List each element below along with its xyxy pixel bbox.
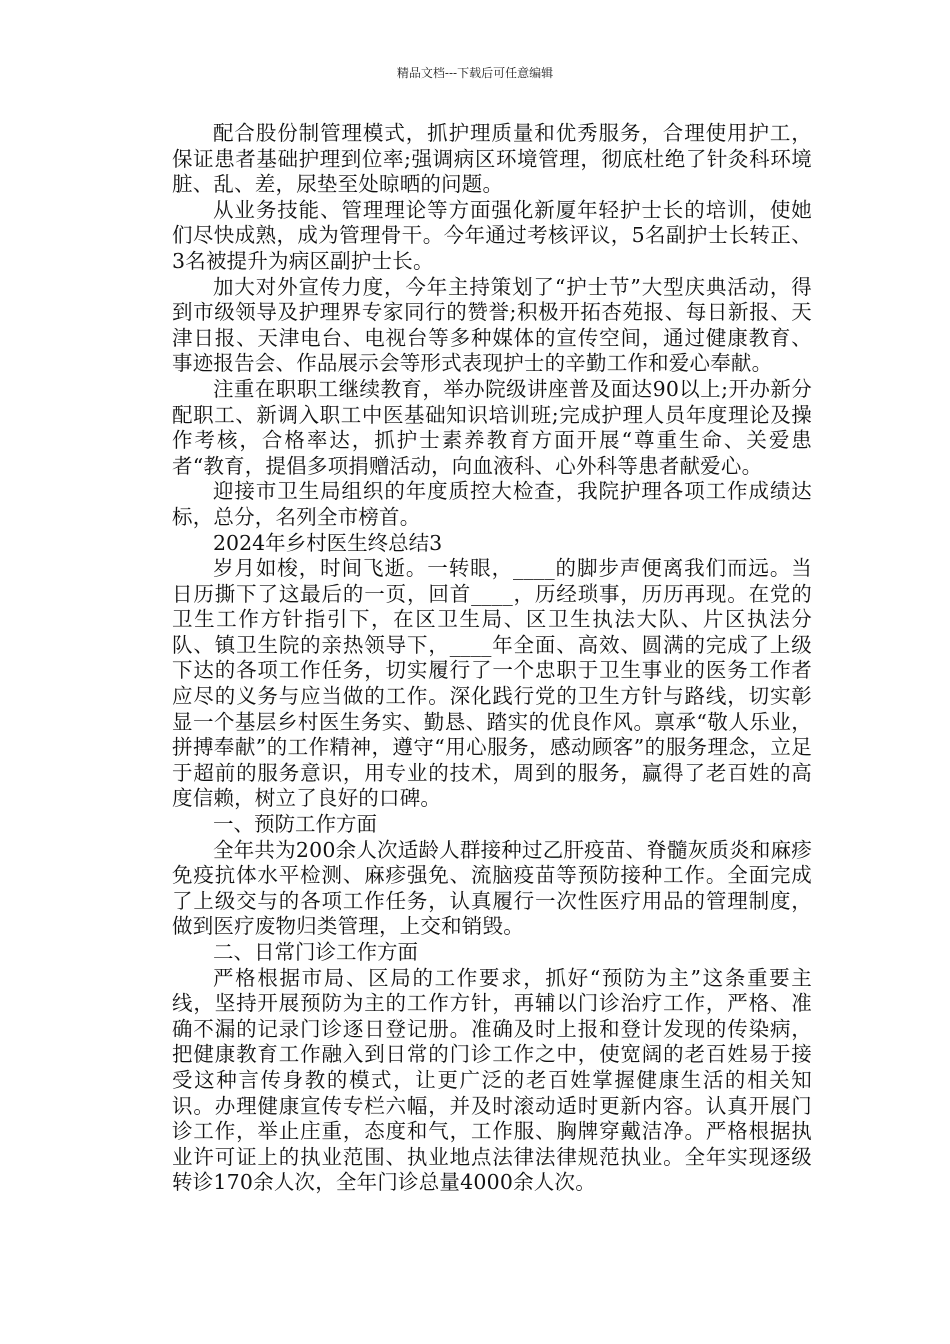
paragraph: 全年共为200余人次适龄人群接种过乙肝疫苗、脊髓灰质炎和麻疹免疫抗体水平检测、麻疹强免、流脑疫苗等预防接种工作。全面完成了上级交与的各项工作任务，认真履行一次性医疗用品的管理制度，做到医疗废物归类管理，上交和销毁。: [172, 837, 812, 939]
paragraph: 加大对外宣传力度，今年主持策划了“护士节”大型庆典活动，得到市级领导及护理界专家同行的赞誉;积极开拓杏苑报、每日新报、天津日报、天津电台、电视台等多种媒体的宣传空间，通过健康教育、事迹报告会、作品展示会等形式表现护士的辛勤工作和爱心奉献。: [172, 274, 812, 376]
paragraph: 注重在职职工继续教育，举办院级讲座普及面达90以上;开办新分配职工、新调入职工中医基础知识培训班;完成护理人员年度理论及操作考核，合格率达，抓护士素养教育方面开展“尊重生命、关爱患者“教育，提倡多项捐赠活动，向血液科、心外科等患者献爱心。: [172, 376, 812, 478]
page-header: 精品文档---下载后可任意编辑: [396, 66, 554, 80]
section-title: 2024年乡村医生终总结3: [213, 530, 443, 555]
paragraph: 迎接市卫生局组织的年度质控大检查，我院护理各项工作成绩达标，总分，名列全市榜首。: [172, 479, 812, 529]
paragraph: 从业务技能、管理理论等方面强化新厦年轻护士长的培训，使她们尽快成熟，成为管理骨干。今年通过考核评议，5名副护士长转正、3名被提升为病区副护士长。: [172, 197, 812, 273]
section-heading: 一、预防工作方面: [213, 812, 377, 837]
paragraph: 配合股份制管理模式，抓护理质量和优秀服务，合理使用护工，保证患者基础护理到位率;强调病区环境管理，彻底杜绝了针灸科环境脏、乱、差，尿垫至处晾晒的问题。: [172, 121, 812, 197]
section-heading: 二、日常门诊工作方面: [213, 940, 418, 964]
paragraph: 严格根据市局、区局的工作要求，抓好“预防为主”这条重要主线，坚持开展预防为主的工作方针，再辅以门诊治疗工作，严格、准确不漏的记录门诊逐日登记册。准确及时上报和登计发现的传染病，把健康教育工作融入到日常的门诊工作之中，使宽阔的老百姓易于接受这种言传身教的模式，让更广泛的老百姓掌握健康生活的相关知识。办理健康宣传专栏六幅，并及时滚动适时更新内容。认真开展门诊工作，举止庄重，态度和气，工作服、胸牌穿戴洁净。严格根据执业许可证上的执业范围、执业地点法律法律规范执业。全年实现逐级转诊170余人次，全年门诊总量4000余人次。: [172, 965, 812, 1195]
paragraph: 岁月如梭，时间飞逝。一转眼，____的脚步声便离我们而远。当日历撕下了这最后的一页，回首____，历经琐事，历历再现。在党的卫生工作方针指引下，在区卫生局、区卫生执法大队、片区执法分队、镇卫生院的亲热领导下，____年全面、高效、圆满的完成了上级下达的各项工作任务，切实履行了一个忠职于卫生事业的医务工作者应尽的义务与应当做的工作。深化践行党的卫生方针与路线，切实彰显一个基层乡村医生务实、勤恳、踏实的优良作风。禀承“敬人乐业，拼搏奉献”的工作精神，遵守“用心服务，感动顾客”的服务理念，立足于超前的服务意识，用专业的技术，周到的服务，赢得了老百姓的高度信赖，树立了良好的口碑。: [172, 556, 812, 811]
document-body: [172, 121, 812, 1196]
